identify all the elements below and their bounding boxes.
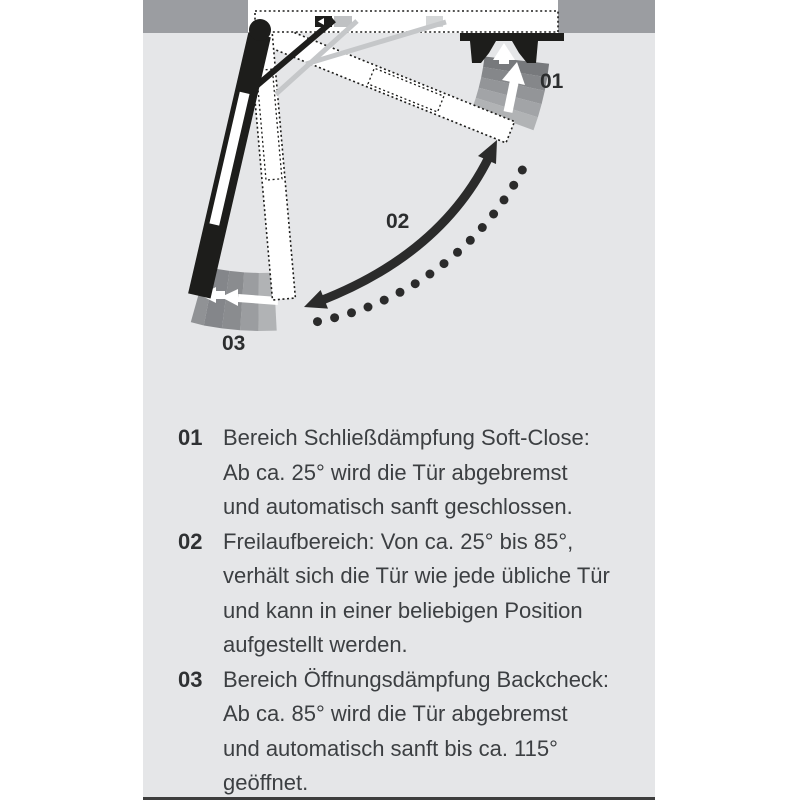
legend bbox=[178, 421, 633, 800]
legend-number: 02 bbox=[178, 528, 203, 554]
legend-line: und automatisch sanft bis ca. 115° bbox=[223, 735, 558, 761]
hinge-pivot bbox=[249, 19, 271, 41]
legend-item-02 bbox=[178, 525, 633, 663]
legend-line: und kann in einer beliebigen Position bbox=[223, 597, 583, 623]
open-damping-arrow-shaft bbox=[238, 298, 278, 301]
legend-item-03 bbox=[178, 663, 633, 800]
legend-line: und automatisch sanft geschlossen. bbox=[223, 494, 573, 519]
closed-door bbox=[255, 11, 558, 32]
legend-line: Bereich Öffnungsdämpfung Backcheck: bbox=[223, 666, 610, 692]
legend-line: Freilaufbereich: Von ca. 25° bis 85°, bbox=[223, 528, 574, 554]
legend-line: Ab ca. 85° wird die Tür abgebremst bbox=[223, 701, 568, 726]
mounting-bracket bbox=[460, 33, 564, 64]
legend-number: 03 bbox=[178, 666, 203, 692]
legend-item-01 bbox=[178, 421, 633, 525]
zone2-label: 02 bbox=[386, 210, 410, 233]
legend-line: Ab ca. 25° wird die Tür abgebremst bbox=[223, 459, 568, 485]
legend-line: Bereich Schließdämpfung Soft-Close: bbox=[223, 425, 590, 450]
legend-line: verhält sich die Tür wie jede übliche Tür bbox=[223, 563, 610, 588]
legend-line: geöffnet. bbox=[223, 770, 309, 795]
zone3-label: 03 bbox=[222, 332, 246, 355]
legend-number: 01 bbox=[178, 425, 203, 450]
door-115deg bbox=[188, 32, 271, 298]
zone1-label: 01 bbox=[540, 70, 564, 93]
image-panel bbox=[143, 0, 655, 800]
legend-line: aufgestellt werden. bbox=[223, 632, 408, 657]
door-damper-diagram bbox=[143, 0, 655, 400]
